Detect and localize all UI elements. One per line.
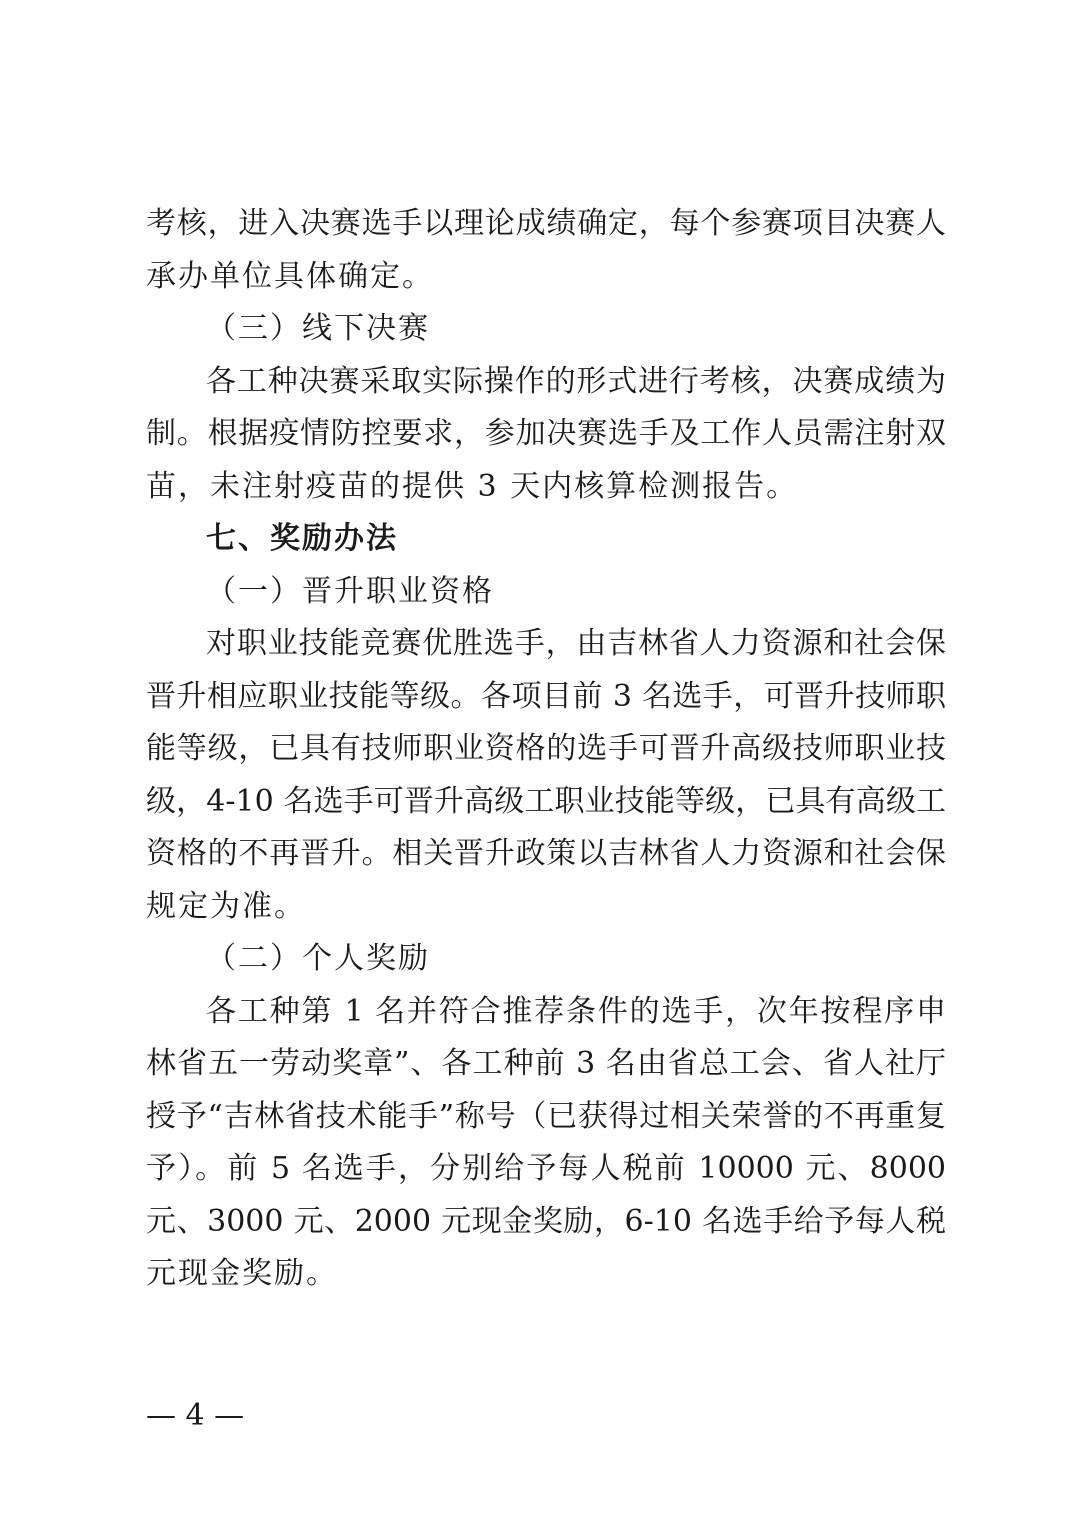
text-line: 各工种决赛采取实际操作的形式进行考核，决赛成绩为 [206,363,946,399]
text-line: 元现金奖励。 [146,1256,338,1291]
text-line: 晋升相应职业技能等级。各项目前 3 名选手，可晋升技师职 [146,678,946,714]
text-line: 承办单位具体确定。 [146,258,434,294]
text-line: （一）晋升职业资格 [206,573,494,609]
text-line: 予）。前 5 名选手，分别给予每人税前 10000 元、8000 [146,1151,946,1186]
text-line: 授予“吉林省技术能手”称号（已获得过相关荣誉的不再重复 [146,1098,946,1134]
text-line: 苗，未注射疫苗的提供 3 天内核算检测报告。 [146,468,799,504]
text-line: 能等级，已具有技师职业资格的选手可晋升高级技师职业技 [146,731,946,766]
text-line: 考核，进入决赛选手以理论成绩确定，每个参赛项目决赛人 [146,206,946,241]
text-line: 制。根据疫情防控要求，参加决赛选手及工作人员需注射双 [146,416,946,451]
text-line: 元、3000 元、2000 元现金奖励，6-10 名选手给予每人税 [146,1203,946,1239]
section-heading: 七、奖励办法 [206,521,398,556]
text-line: 级，4-10 名选手可晋升高级工职业技能等级，已具有高级工 [146,783,946,819]
text-line: 各工种第 1 名并符合推荐条件的选手，次年按程序申 [206,993,946,1029]
text-line: 林省五一劳动奖章”、各工种前 3 名由省总工会、省人社厅 [146,1046,946,1081]
text-line: 对职业技能竞赛优胜选手，由吉林省人力资源和社会保 [206,626,946,661]
page-number: — 4 — [146,1398,245,1433]
document-body [146,198,946,1301]
text-line: （三）线下决赛 [206,311,430,346]
text-line: 规定为准。 [146,888,306,924]
text-line: （二）个人奖励 [206,941,430,976]
text-line: 资格的不再晋升。相关晋升政策以吉林省人力资源和社会保 [146,836,946,871]
